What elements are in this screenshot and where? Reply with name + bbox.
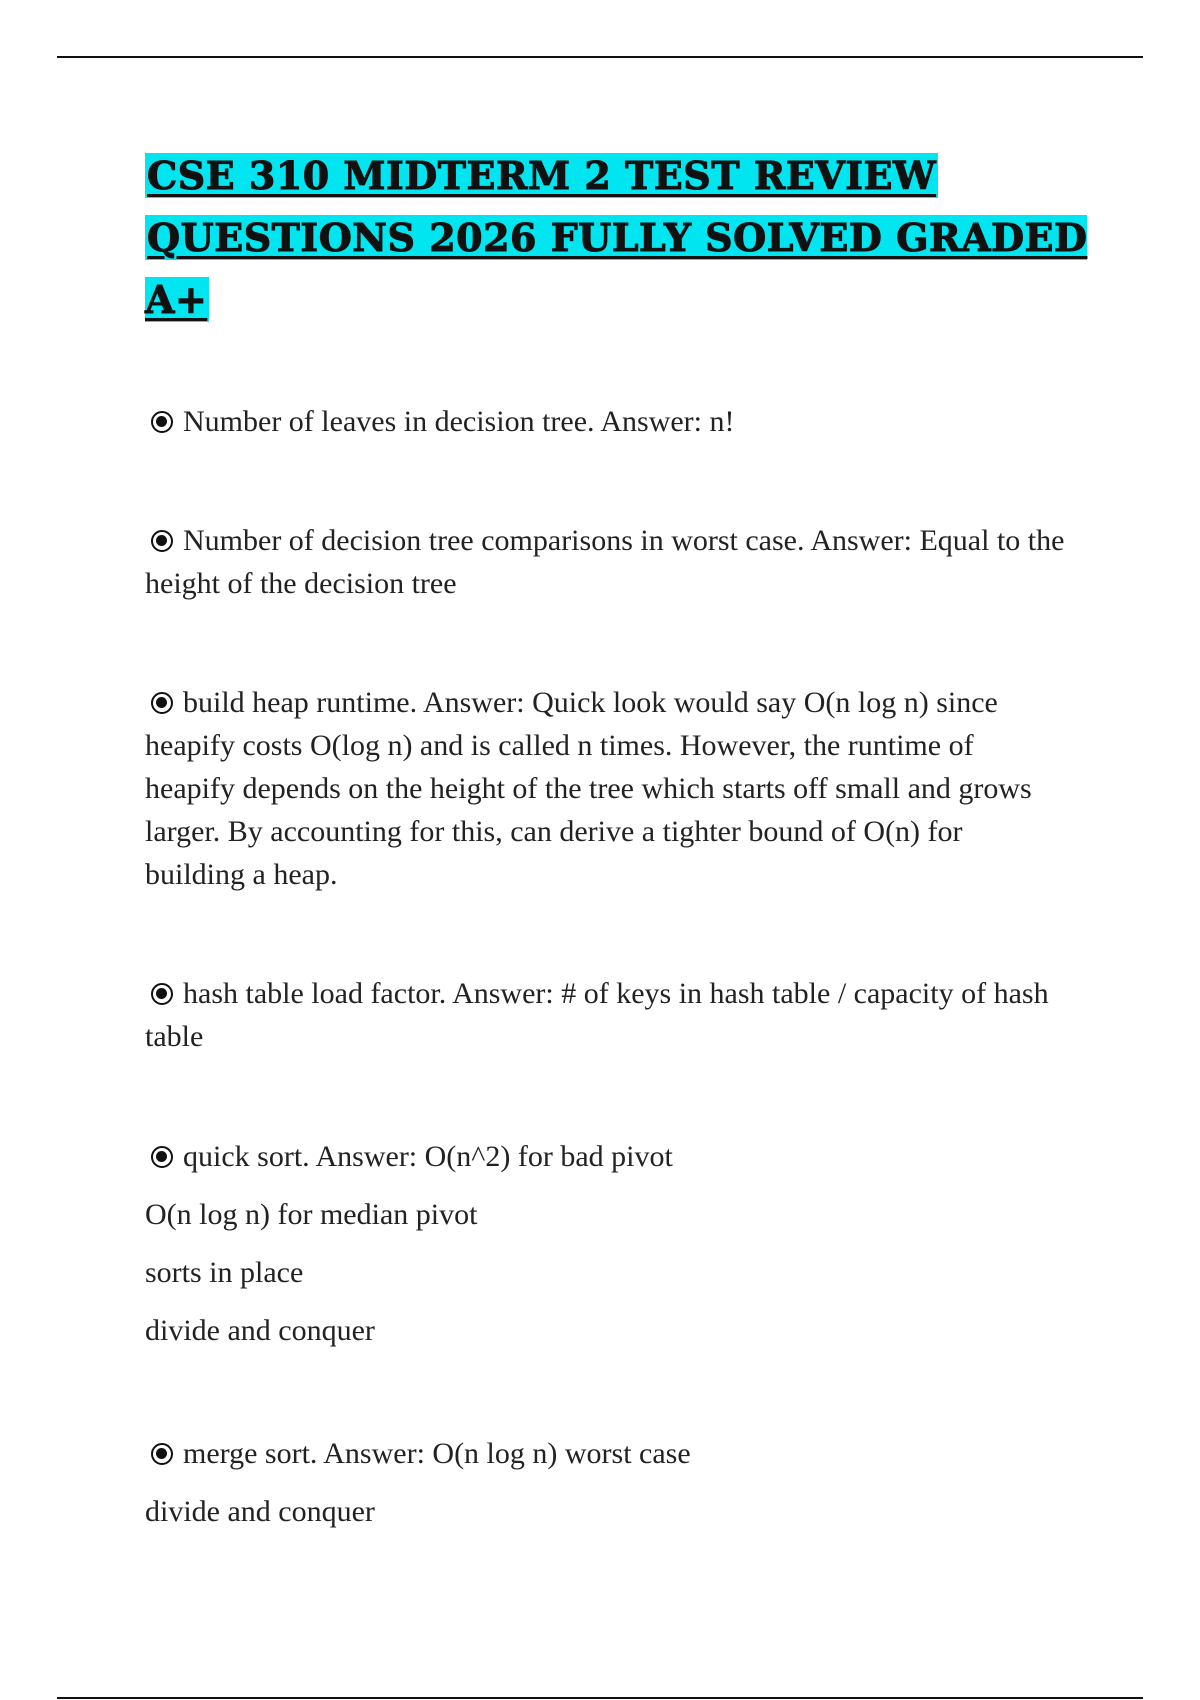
title-line-1: CSE 310 MIDTERM 2 TEST REVIEW [147, 153, 937, 198]
qa-text: merge sort. Answer: O(n log n) worst case [183, 1437, 691, 1470]
radio-bullet-icon [151, 1443, 173, 1465]
qa-item [145, 972, 1065, 1058]
radio-bullet-icon [151, 1146, 173, 1168]
qa-text: Number of leaves in decision tree. Answer: n! [183, 405, 735, 438]
radio-bullet-icon [151, 411, 173, 433]
qa-item [145, 1432, 1065, 1533]
bottom-rule [57, 1697, 1143, 1699]
qa-extra-line: divide and conquer [145, 1314, 375, 1347]
document-title [145, 145, 1105, 331]
qa-extra-line: O(n log n) for median pivot [145, 1198, 478, 1231]
qa-extra-line: divide and conquer [145, 1495, 375, 1528]
top-rule [57, 56, 1143, 58]
qa-item [145, 1135, 1065, 1352]
qa-item [145, 400, 1065, 443]
radio-bullet-icon [151, 530, 173, 552]
radio-bullet-icon [151, 692, 173, 714]
radio-bullet-icon [151, 983, 173, 1005]
qa-text: build heap runtime. Answer: Quick look would say O(n log n) since heapify costs O(log n) and is called n times. However, the runtime of heapify depends on the height of the tree which starts off small and grows larger. By accounting for this, can derive a tighter bound of O(n) for building a heap. [145, 686, 1032, 891]
qa-text: quick sort. Answer: O(n^2) for bad pivot [183, 1140, 673, 1173]
qa-text: hash table load factor. Answer: # of keys in hash table / capacity of hash table [145, 977, 1049, 1053]
qa-text: Number of decision tree comparisons in worst case. Answer: Equal to the height of the decision tree [145, 524, 1065, 600]
qa-item [145, 681, 1065, 896]
title-line-2: QUESTIONS 2026 FULLY SOLVED GRADED A+ [145, 215, 1088, 322]
qa-item [145, 519, 1065, 605]
qa-extra-line: sorts in place [145, 1256, 304, 1289]
